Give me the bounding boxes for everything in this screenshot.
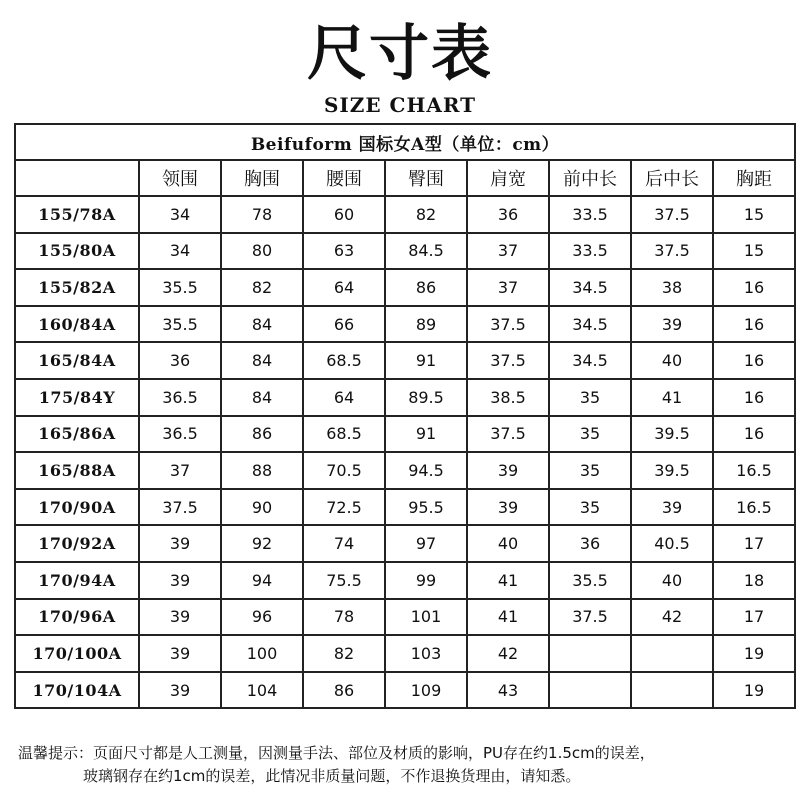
measurement-cell: 63: [303, 233, 385, 270]
table-row: [15, 672, 795, 709]
table-row: [15, 525, 795, 562]
measurement-cell: 60: [303, 196, 385, 233]
table-row: [15, 306, 795, 343]
measurement-cell: 16: [713, 306, 795, 343]
measurement-cell: 99: [385, 562, 467, 599]
size-label-cell: 170/92A: [15, 525, 139, 562]
measurement-cell: 70.5: [303, 452, 385, 489]
measurement-cell: [631, 672, 713, 709]
measurement-cell: 37: [139, 452, 221, 489]
measurement-cell: 16: [713, 379, 795, 416]
size-label-cell: 155/82A: [15, 269, 139, 306]
measurement-cell: 17: [713, 525, 795, 562]
measurement-cell: 33.5: [549, 233, 631, 270]
column-header: 臀围: [385, 160, 467, 196]
measurement-cell: 80: [221, 233, 303, 270]
measurement-cell: 39.5: [631, 416, 713, 453]
measurement-cell: 72.5: [303, 489, 385, 526]
measurement-cell: 35: [549, 489, 631, 526]
measurement-cell: 91: [385, 416, 467, 453]
measurement-cell: 39: [467, 452, 549, 489]
column-header: 腰围: [303, 160, 385, 196]
page-subtitle: SIZE CHART: [323, 93, 477, 117]
measurement-cell: 42: [467, 635, 549, 672]
measurement-cell: 33.5: [549, 196, 631, 233]
measurement-cell: 16.5: [713, 489, 795, 526]
table-row: [15, 452, 795, 489]
measurement-cell: 16: [713, 342, 795, 379]
measurement-cell: 39.5: [631, 452, 713, 489]
measurement-cell: 86: [385, 269, 467, 306]
measurement-cell: 86: [221, 416, 303, 453]
size-note: [18, 742, 788, 788]
table-row: [15, 379, 795, 416]
measurement-cell: 35: [549, 416, 631, 453]
column-header: 胸距: [713, 160, 795, 196]
measurement-cell: 89.5: [385, 379, 467, 416]
measurement-cell: 66: [303, 306, 385, 343]
measurement-cell: 39: [631, 306, 713, 343]
size-label-cell: 155/78A: [15, 196, 139, 233]
measurement-cell: 84: [221, 379, 303, 416]
measurement-cell: 64: [303, 269, 385, 306]
measurement-cell: 34.5: [549, 269, 631, 306]
measurement-cell: 96: [221, 599, 303, 636]
measurement-cell: [549, 635, 631, 672]
size-label-cell: 170/96A: [15, 599, 139, 636]
measurement-cell: 37.5: [467, 416, 549, 453]
measurement-cell: 109: [385, 672, 467, 709]
table-row: [15, 342, 795, 379]
measurement-cell: 97: [385, 525, 467, 562]
measurement-cell: 34.5: [549, 306, 631, 343]
measurement-cell: 91: [385, 342, 467, 379]
measurement-cell: 39: [139, 635, 221, 672]
measurement-cell: 35.5: [139, 269, 221, 306]
measurement-cell: 36: [467, 196, 549, 233]
column-header: 领围: [139, 160, 221, 196]
measurement-cell: 35: [549, 452, 631, 489]
measurement-cell: 84: [221, 306, 303, 343]
size-label-cell: 170/94A: [15, 562, 139, 599]
size-label-cell: 165/84A: [15, 342, 139, 379]
measurement-cell: 39: [139, 562, 221, 599]
measurement-cell: 78: [303, 599, 385, 636]
column-header: 肩宽: [467, 160, 549, 196]
size-label-cell: 165/88A: [15, 452, 139, 489]
measurement-cell: 74: [303, 525, 385, 562]
measurement-cell: [549, 672, 631, 709]
measurement-cell: 78: [221, 196, 303, 233]
measurement-cell: 38.5: [467, 379, 549, 416]
measurement-cell: 82: [221, 269, 303, 306]
measurement-cell: 84: [221, 342, 303, 379]
measurement-cell: 101: [385, 599, 467, 636]
measurement-cell: 15: [713, 196, 795, 233]
table-row: [15, 416, 795, 453]
measurement-cell: 104: [221, 672, 303, 709]
measurement-cell: 82: [385, 196, 467, 233]
measurement-cell: 37.5: [467, 306, 549, 343]
measurement-cell: 39: [467, 489, 549, 526]
measurement-cell: 18: [713, 562, 795, 599]
measurement-cell: 84.5: [385, 233, 467, 270]
column-header: 前中长: [549, 160, 631, 196]
measurement-cell: 19: [713, 635, 795, 672]
measurement-cell: 100: [221, 635, 303, 672]
size-chart-table: [14, 123, 796, 709]
measurement-cell: 37.5: [139, 489, 221, 526]
size-label-cell: 155/80A: [15, 233, 139, 270]
measurement-cell: 39: [139, 525, 221, 562]
measurement-cell: 16: [713, 269, 795, 306]
measurement-cell: 40.5: [631, 525, 713, 562]
header-corner-cell: [15, 160, 139, 196]
table-row: [15, 233, 795, 270]
measurement-cell: 41: [467, 599, 549, 636]
measurement-cell: 35: [549, 379, 631, 416]
measurement-cell: 39: [139, 672, 221, 709]
measurement-cell: 34: [139, 196, 221, 233]
measurement-cell: 92: [221, 525, 303, 562]
column-header: 后中长: [631, 160, 713, 196]
measurement-cell: 34.5: [549, 342, 631, 379]
measurement-cell: 41: [631, 379, 713, 416]
measurement-cell: 94.5: [385, 452, 467, 489]
measurement-cell: 89: [385, 306, 467, 343]
measurement-cell: 17: [713, 599, 795, 636]
measurement-cell: 34: [139, 233, 221, 270]
measurement-cell: 36: [549, 525, 631, 562]
table-row: [15, 489, 795, 526]
measurement-cell: 36: [139, 342, 221, 379]
measurement-cell: 36.5: [139, 379, 221, 416]
measurement-cell: 38: [631, 269, 713, 306]
size-label-cell: 160/84A: [15, 306, 139, 343]
measurement-cell: 37.5: [467, 342, 549, 379]
table-row: [15, 269, 795, 306]
size-label-cell: 170/100A: [15, 635, 139, 672]
table-caption: Beifuform 国标女A型（单位：cm）: [15, 124, 795, 160]
measurement-cell: 75.5: [303, 562, 385, 599]
measurement-cell: 37: [467, 233, 549, 270]
size-label-cell: 175/84Y: [15, 379, 139, 416]
measurement-cell: 64: [303, 379, 385, 416]
size-label-cell: 165/86A: [15, 416, 139, 453]
measurement-cell: 37.5: [631, 233, 713, 270]
table-row: [15, 196, 795, 233]
measurement-cell: 40: [631, 562, 713, 599]
table-row: [15, 635, 795, 672]
note-line-1: 温馨提示：页面尺寸都是人工测量，因测量手法、部位及材质的影响，PU存在约1.5cm的误差，: [18, 744, 655, 762]
measurement-cell: 16.5: [713, 452, 795, 489]
measurement-cell: 35.5: [549, 562, 631, 599]
table-row: [15, 562, 795, 599]
page-title: 尺寸表: [307, 19, 493, 89]
measurement-cell: 94: [221, 562, 303, 599]
measurement-cell: 88: [221, 452, 303, 489]
measurement-cell: 19: [713, 672, 795, 709]
size-label-cell: 170/104A: [15, 672, 139, 709]
measurement-cell: 35.5: [139, 306, 221, 343]
measurement-cell: 103: [385, 635, 467, 672]
measurement-cell: 39: [631, 489, 713, 526]
measurement-cell: [631, 635, 713, 672]
measurement-cell: 42: [631, 599, 713, 636]
measurement-cell: 86: [303, 672, 385, 709]
measurement-cell: 37.5: [631, 196, 713, 233]
table-row: [15, 599, 795, 636]
table-caption-row: [15, 124, 795, 160]
note-line-2: 玻璃钢存在约1cm的误差，此情况非质量问题，不作退换货理由，请知悉。: [83, 767, 581, 785]
measurement-cell: 40: [631, 342, 713, 379]
measurement-cell: 43: [467, 672, 549, 709]
size-label-cell: 170/90A: [15, 489, 139, 526]
measurement-cell: 15: [713, 233, 795, 270]
measurement-cell: 39: [139, 599, 221, 636]
measurement-cell: 68.5: [303, 342, 385, 379]
measurement-cell: 16: [713, 416, 795, 453]
measurement-cell: 40: [467, 525, 549, 562]
measurement-cell: 90: [221, 489, 303, 526]
measurement-cell: 36.5: [139, 416, 221, 453]
measurement-cell: 95.5: [385, 489, 467, 526]
table-header-row: [15, 160, 795, 196]
measurement-cell: 37: [467, 269, 549, 306]
measurement-cell: 41: [467, 562, 549, 599]
measurement-cell: 68.5: [303, 416, 385, 453]
measurement-cell: 37.5: [549, 599, 631, 636]
measurement-cell: 82: [303, 635, 385, 672]
column-header: 胸围: [221, 160, 303, 196]
